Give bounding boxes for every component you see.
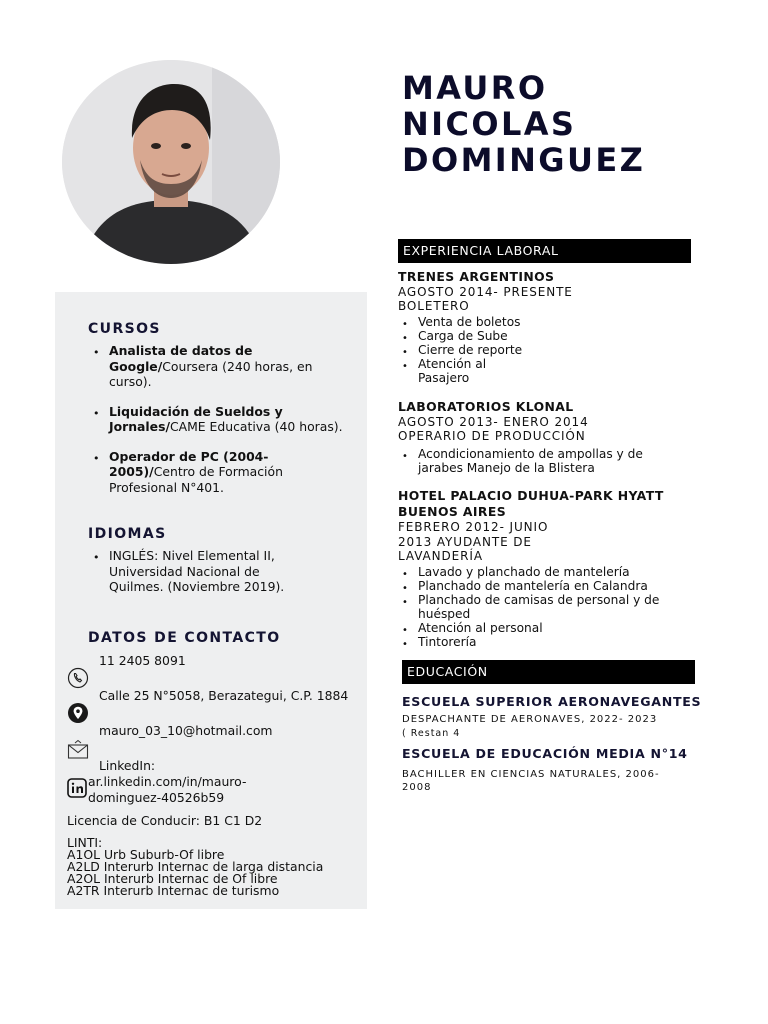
candidate-name — [402, 70, 645, 178]
linti-line: A1OL Urb Suburb-Of libre — [67, 847, 225, 862]
name-line-1: MAURO — [402, 69, 548, 107]
phone-number: 11 2405 8091 — [99, 653, 186, 668]
school-note: ( Restan 4 — [402, 728, 461, 739]
task-item: • Cierre de reporte — [398, 343, 528, 357]
course-detail: Coursera (240 horas, en curso). — [109, 358, 313, 389]
job-tasks — [398, 447, 678, 475]
email-address: mauro_03_10@hotmail.com — [99, 723, 273, 738]
linti-section — [67, 837, 337, 897]
school-detail: BACHILLER EN CIENCIAS NATURALES, 2006-2008 — [402, 769, 660, 793]
job-role: BOLETERO — [398, 299, 470, 313]
task-item: • Lavado y planchado de mantelería — [398, 565, 678, 579]
task-item: • Atención al Pasajero — [398, 357, 528, 385]
course-title: Liquidación de Sueldos y Jornales/ — [109, 403, 283, 434]
languages-list — [93, 548, 303, 608]
location-pin-icon — [67, 702, 89, 724]
experience-heading: EXPERIENCIA LABORAL — [398, 239, 691, 263]
job-company: TRENES ARGENTINOS — [398, 269, 555, 284]
job-role: OPERARIO DE PRODUCCIÓN — [398, 429, 586, 443]
course-detail: Centro de Formación Profesional N°401. — [109, 464, 283, 495]
profile-photo — [62, 60, 280, 264]
task-item: • Planchado de mantelería en Calandra — [398, 579, 678, 593]
course-item — [93, 449, 353, 496]
education-heading: EDUCACIÓN — [402, 660, 695, 684]
task-item: • Venta de boletos — [398, 315, 528, 329]
task-item: • Planchado de camisas de personal y de huésped — [398, 593, 678, 621]
portrait-illustration — [62, 60, 280, 264]
name-line-2: NICOLAS — [402, 105, 577, 143]
course-item — [93, 343, 353, 390]
school-detail: DESPACHANTE DE AERONAVES, 2022- 2023 — [402, 714, 658, 725]
school-name: ESCUELA SUPERIOR AERONAVEGANTES — [402, 694, 702, 709]
name-line-3: DOMINGUEZ — [402, 141, 646, 179]
task-item: • Atención al personal — [398, 621, 678, 635]
job-tasks — [398, 565, 678, 649]
phone-icon — [67, 667, 89, 689]
contact-heading: DATOS DE CONTACTO — [88, 630, 281, 646]
course-detail: CAME Educativa (40 horas). — [169, 419, 343, 434]
task-item: • Carga de Sube — [398, 329, 528, 343]
job-company: LABORATORIOS KLONAL — [398, 399, 574, 414]
linkedin-icon — [66, 777, 88, 799]
job-tasks — [398, 315, 528, 385]
address: Calle 25 N°5058, Berazategui, C.P. 1884 — [99, 688, 349, 703]
job-period: AGOSTO 2013- ENERO 2014 — [398, 415, 589, 429]
courses-heading: CURSOS — [88, 321, 161, 337]
linti-line: A2LD Interurb Internac de larga distancia A2OL Interurb Internac de Of libre — [67, 859, 324, 886]
language-item: • INGLÉS: Nivel Elemental II, Universidad Nacional de Quilmes. (Noviembre 2019). — [93, 548, 303, 595]
job-company: HOTEL PALACIO DUHUA-PARK HYATT BUENOS AIRES — [398, 488, 664, 519]
linti-title: LINTI: — [67, 835, 103, 850]
left-sidebar — [55, 292, 367, 909]
school-name: ESCUELA DE EDUCACIÓN MEDIA N°14 — [402, 746, 688, 761]
linkedin-label: LinkedIn: — [99, 758, 156, 773]
linti-line: A2TR Interurb Internac de turismo — [67, 883, 280, 898]
drivers-license: Licencia de Conducir: B1 C1 D2 — [67, 813, 263, 828]
courses-list — [93, 343, 353, 508]
job-period: AGOSTO 2014- PRESENTE — [398, 285, 573, 299]
course-item — [93, 404, 353, 435]
course-title: Operador de PC (2004-2005)/ — [109, 448, 269, 479]
job-period: FEBRERO 2012- JUNIO 2013 AYUDANTE DE LAVANDERÍA — [398, 520, 549, 563]
languages-heading: IDIOMAS — [88, 526, 167, 542]
task-item: • Acondicionamiento de ampollas y de jarabes Manejo de la Blistera — [398, 447, 678, 475]
linkedin-url: ar.linkedin.com/in/mauro-dominguez-40526b59 — [88, 774, 247, 805]
email-icon — [67, 739, 89, 761]
task-item: • Tintorería — [398, 635, 678, 649]
course-title: Analista de datos de Google/ — [109, 343, 253, 374]
